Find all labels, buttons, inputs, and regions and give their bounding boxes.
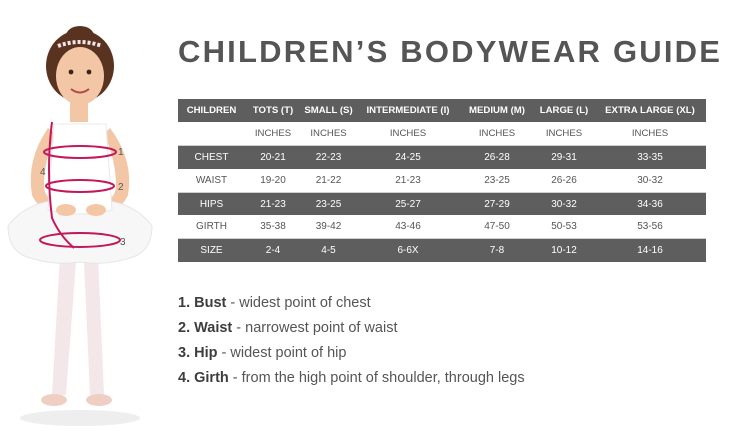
table-cell: 19-20 bbox=[245, 169, 301, 192]
row-label: SIZE bbox=[178, 239, 245, 262]
units-cell: INCHES bbox=[245, 122, 301, 145]
definition-text: - widest point of hip bbox=[217, 345, 347, 361]
marker-3: 3 bbox=[120, 237, 126, 248]
table-cell: 21-23 bbox=[245, 192, 301, 215]
table-row-hips bbox=[178, 192, 706, 215]
definition-bust bbox=[178, 291, 525, 316]
table-cell: 10-12 bbox=[534, 239, 594, 262]
table-row-size bbox=[178, 239, 706, 262]
table-cell: 20-21 bbox=[245, 145, 301, 168]
column-header-large: LARGE (L) bbox=[534, 99, 594, 122]
column-header-extra-large: EXTRA LARGE (XL) bbox=[594, 99, 706, 122]
table-cell: 25-27 bbox=[356, 192, 460, 215]
table-cell: 7-8 bbox=[460, 239, 534, 262]
column-header-intermediate: INTERMEDIATE (I) bbox=[356, 99, 460, 122]
page-title: CHILDREN’S BODYWEAR GUIDE bbox=[178, 34, 723, 69]
table-cell: 6-6X bbox=[356, 239, 460, 262]
column-header-medium: MEDIUM (M) bbox=[460, 99, 534, 122]
table-cell: 43-46 bbox=[356, 215, 460, 238]
table-cell: 39-42 bbox=[301, 215, 356, 238]
definition-waist bbox=[178, 316, 525, 341]
measurement-definitions-list bbox=[178, 291, 525, 391]
table-cell: 50-53 bbox=[534, 215, 594, 238]
table-cell: 33-35 bbox=[594, 145, 706, 168]
table-cell: 14-16 bbox=[594, 239, 706, 262]
table-cell: 30-32 bbox=[594, 169, 706, 192]
marker-4: 4 bbox=[40, 167, 46, 178]
column-header-tots: TOTS (T) bbox=[245, 99, 301, 122]
marker-1: 1 bbox=[118, 147, 124, 158]
table-cell: 26-26 bbox=[534, 169, 594, 192]
marker-2: 2 bbox=[118, 182, 124, 193]
table-cell: 30-32 bbox=[534, 192, 594, 215]
table-cell: 21-23 bbox=[356, 169, 460, 192]
definition-term: 2. Waist bbox=[178, 320, 233, 336]
definition-text: - from the high point of shoulder, through legs bbox=[228, 370, 525, 386]
table-cell: 21-22 bbox=[301, 169, 356, 192]
row-label: WAIST bbox=[178, 169, 245, 192]
units-cell bbox=[178, 122, 245, 145]
table-cell: 34-36 bbox=[594, 192, 706, 215]
units-cell: INCHES bbox=[460, 122, 534, 145]
table-cell: 23-25 bbox=[460, 169, 534, 192]
table-cell: 4-5 bbox=[301, 239, 356, 262]
row-label: CHEST bbox=[178, 145, 245, 168]
column-header-small: SMALL (S) bbox=[301, 99, 356, 122]
definition-term: 1. Bust bbox=[178, 295, 227, 311]
definition-text: - narrowest point of waist bbox=[232, 320, 398, 336]
definition-term: 4. Girth bbox=[178, 370, 229, 386]
definition-term: 3. Hip bbox=[178, 345, 218, 361]
units-cell: INCHES bbox=[356, 122, 460, 145]
table-cell: 23-25 bbox=[301, 192, 356, 215]
units-cell: INCHES bbox=[301, 122, 356, 145]
definition-hip bbox=[178, 341, 525, 366]
units-cell: INCHES bbox=[594, 122, 706, 145]
table-cell: 47-50 bbox=[460, 215, 534, 238]
table-row-chest bbox=[178, 145, 706, 168]
table-cell: 53-56 bbox=[594, 215, 706, 238]
definition-text: - widest point of chest bbox=[226, 295, 371, 311]
table-cell: 35-38 bbox=[245, 215, 301, 238]
units-row bbox=[178, 122, 706, 145]
ballerina-measurement-illustration bbox=[0, 0, 175, 431]
units-cell: INCHES bbox=[534, 122, 594, 145]
table-cell: 2-4 bbox=[245, 239, 301, 262]
table-row-waist bbox=[178, 169, 706, 192]
row-label: GIRTH bbox=[178, 215, 245, 238]
table-header-row bbox=[178, 99, 706, 122]
definition-girth bbox=[178, 366, 525, 391]
size-chart-table bbox=[178, 99, 706, 262]
table-row-girth bbox=[178, 215, 706, 238]
table-cell: 27-29 bbox=[460, 192, 534, 215]
column-header-children: CHILDREN bbox=[178, 99, 245, 122]
table-cell: 26-28 bbox=[460, 145, 534, 168]
table-cell: 24-25 bbox=[356, 145, 460, 168]
row-label: HIPS bbox=[178, 192, 245, 215]
table-cell: 29-31 bbox=[534, 145, 594, 168]
table-cell: 22-23 bbox=[301, 145, 356, 168]
